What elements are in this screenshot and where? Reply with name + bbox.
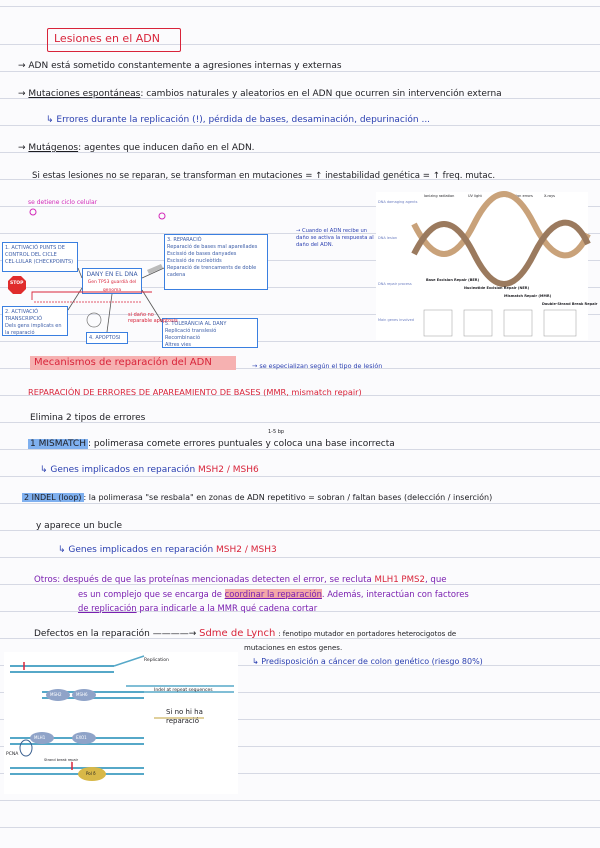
pcna-label: PCNA xyxy=(6,752,19,757)
intro-line-3: ↳ Errores durante la replicación (!), pérdida de bases, desaminación, depurinación ... xyxy=(46,115,431,125)
indel-genes-line xyxy=(58,544,277,556)
defects-label: Defectos en la reparación xyxy=(34,629,150,639)
otros-genes: MLH1 PMS2 xyxy=(374,575,425,585)
error-types: Elimina 2 tipos de errores xyxy=(30,413,146,423)
indel-label: 2 INDEL (loop) xyxy=(24,493,82,502)
genes-lead: ↳ Genes implicados en reparación xyxy=(58,545,214,555)
pink-note: se detiene ciclo celular xyxy=(28,199,98,206)
genes-lead: ↳ Genes implicados en reparación xyxy=(40,465,196,475)
defects-line: Defectos en la reparación ————→ Sdme de Lynch : fenotipo mutador en portadores heterocigotos de xyxy=(34,628,457,639)
indel-line xyxy=(22,492,492,504)
repair-item: Escissió de nucleòtids xyxy=(167,258,222,264)
transcription-title: 2. ACTIVACIÓ TRANSCRIPCIÓ xyxy=(5,309,43,322)
arrow-glyph: → xyxy=(18,143,26,153)
repair-process: Mismatch Repair (MMR) xyxy=(504,294,552,298)
msh6-label: MSH6 xyxy=(76,692,88,697)
repair-item: Escissió de bases danyades xyxy=(167,251,237,257)
otros-text: , que xyxy=(424,575,447,585)
otros-line-1 xyxy=(34,574,447,586)
page-title: Lesiones en el ADN xyxy=(54,32,160,45)
tolerance-item: Replicació translesió xyxy=(165,328,217,334)
repair-item: Reparació de trencaments de doble cadena xyxy=(167,265,257,278)
col-title: X-rays xyxy=(544,194,555,198)
mismatch-text: : polimerasa comete errores puntuales y coloca una base incorrecta xyxy=(87,439,395,449)
replication-factors: de replicación xyxy=(78,603,137,613)
otros-text: . Además, interactúan con factores xyxy=(321,589,469,599)
indel-label-fig: Indel at repeat sequences xyxy=(154,688,213,693)
term-mutagens: Mutágenos xyxy=(28,143,79,153)
diagram-arrows xyxy=(2,228,270,350)
response-side-note: → Cuando el ADN recibe un daño se activa la respuesta al daño del ADN. xyxy=(296,228,374,248)
intro-line-4 xyxy=(18,142,255,154)
damage-response-diagram xyxy=(2,228,270,350)
indel-cont: y aparece un bucle xyxy=(36,521,122,531)
otros-text: es un complejo que se encarga de xyxy=(78,589,222,599)
damage-center-sub: Gen TP53 guardià del genoma xyxy=(87,280,137,293)
repair-item: Reparació de bases mal aparellades xyxy=(167,244,258,250)
row-label-genes: Main genes involved xyxy=(378,318,414,322)
mlh1-label: MLH1 xyxy=(34,735,46,740)
repair-process: Double-Strand Break Repair xyxy=(542,302,598,306)
definition-spontaneous: : cambios naturales y aleatorios en el ADN que ocurren sin intervención externa xyxy=(140,89,502,99)
term-spontaneous: Mutaciones espontáneas xyxy=(28,89,141,99)
pol-label: Pol δ xyxy=(86,771,96,776)
mismatch-genes-line xyxy=(40,464,259,476)
tolerance-item: Altres vies xyxy=(165,342,192,348)
dna-repair-figure xyxy=(376,192,598,340)
msh2-label: MSH2 xyxy=(50,692,62,697)
pink-circles-icon xyxy=(0,200,170,225)
repair-process: Nucleotide Excision Repair (NER) xyxy=(464,286,530,290)
transcription-sub: Dels gens implicats en la reparació xyxy=(5,323,62,336)
lynch-text-2: mutaciones en estos genes. xyxy=(244,644,343,652)
lynch-text: : fenotipo mutador en portadores heterocigotos de xyxy=(278,630,457,638)
mmr-heading: REPARACIÓN DE ERRORES DE APAREAMIENTO DE BASES (MMR, mismatch repair) xyxy=(28,387,362,397)
mismatch-line xyxy=(28,438,395,450)
col-title: UV light xyxy=(468,194,482,198)
strand-repair-label: Strand break repair xyxy=(44,758,79,762)
stop-label: STOP xyxy=(10,281,24,286)
section-note: → se especializan según el tipo de lesión xyxy=(252,362,383,370)
repair-process: Base Excision Repair (BER) xyxy=(426,278,480,282)
mismatch-label: 1 MISMATCH xyxy=(30,439,86,449)
tolerance-title: 5. TOLERÀNCIA AL DANY xyxy=(165,321,227,327)
otros-text: Otros: después de que las proteínas mencionadas detecten el error, se recluta xyxy=(34,575,372,585)
intro-line-1: → ADN está sometido constantemente a agresiones internas y externas xyxy=(18,61,342,71)
row-label-lesion: DNA lesion xyxy=(378,236,398,240)
tolerance-item: Recombinació xyxy=(165,335,200,341)
mmr-figure xyxy=(4,652,238,794)
exo1-label: EXO1 xyxy=(76,735,87,740)
repair-box-title: 3. REPARACIÓ xyxy=(167,237,202,243)
lynch-syndrome: Sdme de Lynch xyxy=(199,628,276,639)
gene-lists xyxy=(424,310,588,338)
row-label-process: DNA repair process xyxy=(378,282,412,286)
otros-line-2 xyxy=(78,588,469,600)
coordinate-repair: coordinar la reparación xyxy=(224,589,322,599)
replication-label: Replication xyxy=(144,658,169,663)
dna-helix-icon xyxy=(414,214,588,266)
bp-note: 1-5 bp xyxy=(268,429,285,435)
predisposition: ↳ Predisposición a cáncer de colon genético (riesgo 80%) xyxy=(252,657,483,666)
damage-center-title: DANY EN EL DNA xyxy=(86,271,138,278)
no-repair-label: Si no hi ha reparació xyxy=(166,708,203,725)
otros-text: para indicarle a la MMR qué cadena cortar xyxy=(139,603,318,613)
otros-line-3 xyxy=(78,602,317,614)
row-label-agents: DNA damaging agents xyxy=(378,200,418,204)
mismatch-genes: MSH2 / MSH6 xyxy=(198,465,259,475)
arrow-glyph: → xyxy=(18,89,26,99)
checkpoint-box: 1. ACTIVACIÓ PUNTS DE CONTROL DEL CICLE CEL·LULAR (CHECKPOINTS) xyxy=(2,242,78,272)
col-title: Ionizing radiation xyxy=(424,194,455,198)
definition-mutagens: : agentes que inducen daño en el ADN. xyxy=(78,143,255,153)
apoptosis-note: si daño no reparable apoptosis xyxy=(128,312,178,324)
indel-text: : la polimerasa "se resbala" en zonas de ADN repetitivo = sobran / faltan bases (delección / inserción) xyxy=(83,493,493,502)
apoptosis-box: 4. APOPTOSI xyxy=(86,332,128,344)
col-title: Replication errors xyxy=(502,194,533,198)
section-title: Mecanismos de reparación del ADN xyxy=(34,357,212,368)
indel-genes: MSH2 / MSH3 xyxy=(216,545,277,555)
intro-line-5: Si estas lesiones no se reparan, se transforman en mutaciones = ↑ inestabilidad genética = ↑ freq. mutac. xyxy=(32,171,496,181)
intro-line-2 xyxy=(18,88,502,100)
